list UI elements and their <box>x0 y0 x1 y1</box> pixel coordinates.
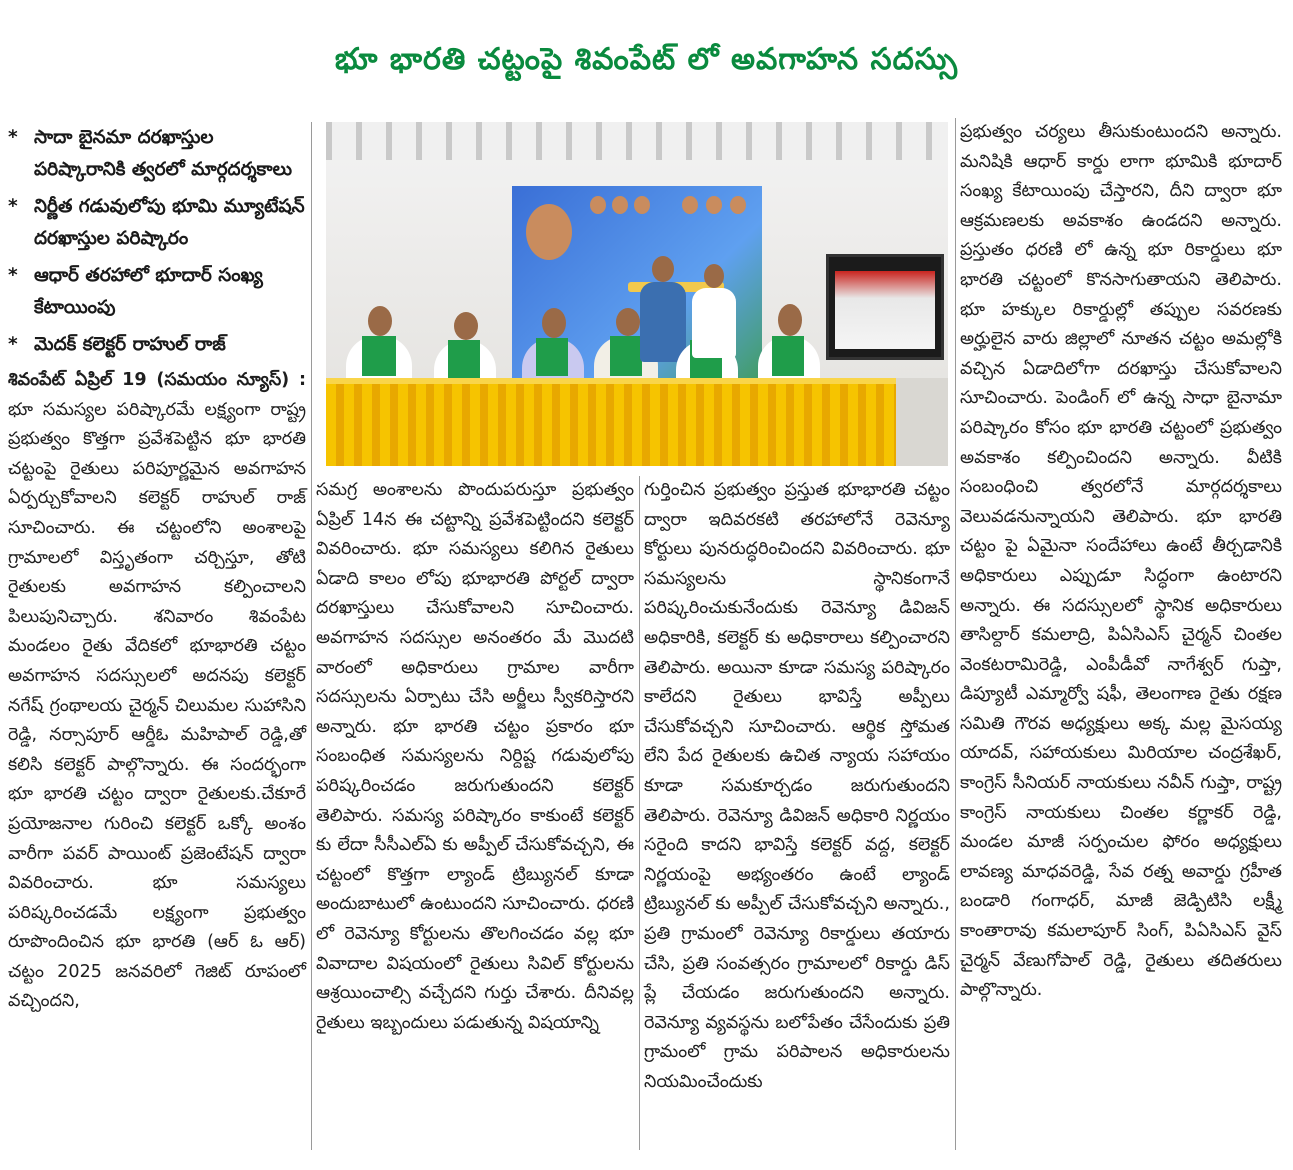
column-divider <box>639 476 640 1150</box>
article-column-4 <box>960 118 1282 1006</box>
hall-roof <box>326 122 948 160</box>
asterisk-icon: * <box>8 334 18 355</box>
asterisk-icon: * <box>8 265 18 286</box>
banner-portrait <box>730 196 746 214</box>
asterisk-icon: * <box>8 127 18 148</box>
green-shawl <box>772 336 804 376</box>
banner-portrait <box>682 196 698 214</box>
green-shawl <box>448 340 480 378</box>
column-divider <box>955 118 956 1150</box>
green-shawl <box>362 336 396 376</box>
yellow-table-cloth <box>326 384 896 466</box>
article-column-2 <box>316 476 634 1038</box>
person-head <box>616 308 640 336</box>
body-text: భూ సమస్యల పరిష్కారమే లక్ష్యంగా రాష్ట్ర ప్రభుత్వం కొత్తగా ప్రవేశపెట్టిన భూ భారతి చట్టంపై రైతులు పరిపూర్ణమైన అవగాహన ఏర్పర్చుకోవాలని కలెక్టర్ రాహుల్ రాజ్ సూచించారు. ఈ చట్టంలోని అంశాలపై గ్రామాలలో విస్తృతంగా చర్చిస్తూ, తోటి రైతులకు అవగాహన కల్పించాలని పిలుపునిచ్చారు. శనివారం శివంపేట మండలం రైతు వేదికలో భూభారతి చట్టం అవగాహన సదస్సులలో అదనపు కలెక్టర్ నగేష్ గ్రంథాలయ చైర్మన్ చిలుమల సుహాసిని రెడ్డి, నర్సాపూర్ ఆర్డీఓ మహిపాల్ రెడ్డి,తో కలిసి కలెక్టర్ పాల్గొన్నారు. ఈ సందర్భంగా భూ భారతి చట్టం ద్వారా రైతులకు.చేకూరే ప్రయోజనాల గురించి కలెక్టర్ ఒక్కో అంశం వారీగా పవర్ పాయింట్ ప్రజెంటేషన్ ద్వారా వివరించారు. భూ సమస్యలు పరిష్కరించడమే లక్ష్యంగా ప్రభుత్వం రూపొందించిన భూ భారతి (ఆర్ ఓ ఆర్) చట్టం 2025 జనవరిలో గెజిట్ రూపంలో వచ్చిందని, <box>8 399 306 1012</box>
green-shawl <box>610 336 642 376</box>
person-head <box>542 308 566 338</box>
column-divider <box>311 122 312 1150</box>
person-head <box>778 304 802 336</box>
banner-portrait <box>526 204 572 260</box>
person-head <box>368 306 392 336</box>
highlight-item: * సాదా బైనమా దరఖాస్తుల పరిష్కారానికి త్వరలో మార్గదర్శకాలు <box>8 122 306 186</box>
presentation-screen <box>826 254 944 360</box>
floor <box>896 378 948 466</box>
article-column-1 <box>8 122 306 1017</box>
highlight-item: * నిర్ణీత గడువులోపు భూమి మ్యూటేషన్ దరఖాస్తుల పరిష్కారం <box>8 191 306 255</box>
body-text: ప్రభుత్వం చర్యలు తీసుకుంటుందని అన్నారు. మనిషికి ఆధార్ కార్డు లాగా భూమికి భూదార్ సంఖ్య కేటాయింపు చేస్తారని, దీని ద్వారా భూ ఆక్రమణలకు అవకాశం ఉండదని అన్నారు. ప్రస్తుతం ధరణి లో ఉన్న భూ రికార్డులు భూ భారతి చట్టంలో కొనసాగుతాయని తెలిపారు. భూ హక్కుల రికార్డుల్లో తప్పుల సవరణకు అర్హులైన వారు జిల్లాలో నూతన చట్టం అమల్లోకి వచ్చిన ఏడాదిలోగా దరఖాస్తు చేసుకోవాలని సూచించారు. పెండింగ్ లో ఉన్న సాధా బైనామా పరిష్కారం కోసం భూ భారతి చట్టంలో ప్రభుత్వం అవకాశం కల్పించిందని అన్నారు. వీటికి సంబంధించి త్వరలోనే మార్గదర్శకాలు వెలువడనున్నాయని తెలిపారు. భూ భారతి చట్టం పై ఏమైనా సందేహాలు ఉంటే తీర్చడానికి అధికారులు ఎప్పుడూ సిద్ధంగా ఉంటారని అన్నారు. ఈ సదస్సులలో స్థానిక అధికారులు తాసిల్దార్ కమలాద్రి, పిఏసిఎస్ చైర్మన్ చింతల వెంకటరామిరెడ్డి, ఎంపీడీవో నాగేశ్వర్ గుప్తా, డిప్యూటీ ఎమ్మార్వో షఫీ, తెలంగాణ రైతు రక్షణ సమితి గౌరవ అధ్యక్షులు అక్క మల్ల మైసయ్య యాదవ్, సహాయకులు మిరియాల చంద్రశేఖర్, కాంగ్రెస్ సీనియర్ నాయకులు నవీన్ గుప్తా, రాష్ట్ర కాంగ్రెస్ నాయకులు చింతల కర్ణాకర్ రెడ్డి, మండల మాజీ సర్పంచుల ఫోరం అధ్యక్షులు లావణ్య మాధవరెడ్డి, సేవ రత్న అవార్డు గ్రహీత బండారి గంగాధర్, మాజీ జెడ్పిటిసి లక్ష్మీ కాంతారావు కమలాపూర్ సింగ్, పిఏసిఎస్ వైస్ చైర్మన్ వేణుగోపాల్ రెడ్డి, రైతులు తదితరులు పాల్గొన్నారు. <box>960 122 1282 1001</box>
person-head <box>454 312 478 340</box>
standing-person <box>692 288 736 358</box>
person-head <box>704 264 724 288</box>
standing-person <box>640 282 686 362</box>
body-text: గుర్తించిన ప్రభుత్వం ప్రస్తుత భూభారతి చట్టం ద్వారా ఇదివరకటి తరహాలోనే రెవెన్యూ కోర్టులు పునరుద్ధరించిందని వివరించారు. భూ సమస్యలను స్థానికంగానే పరిష్కరించుకునేందుకు రెవెన్యూ డివిజన్ అధికారికి, కలెక్టర్ కు అధికారాలు కల్పించారని తెలిపారు. అయినా కూడా సమస్య పరిష్కారం కాలేదని రైతులు భావిస్తే అప్పీలు చేసుకోవచ్చని సూచించారు. ఆర్థిక స్తోమత లేని పేద రైతులకు ఉచిత న్యాయ సహాయం కూడా సమకూర్చడం జరుగుతుందని తెలిపారు. రెవెన్యూ డివిజన్ అధికారి నిర్ణయం సరైంది కాదని భావిస్తే కలెక్టర్ వద్ద, కలెక్టర్ నిర్ణయంపై అభ్యంతరం ఉంటే ల్యాండ్ ట్రిబ్యునల్ కు అప్పీల్ చేసుకోవచ్చని అన్నారు., ప్రతి గ్రామంలో రెవెన్యూ రికార్డులు తయారు చేసి, ప్రతి సంవత్సరం గ్రామాలలో రికార్డు డిస్ ప్లే చేయడం జరుగుతుందని అన్నారు. రెవెన్యూ వ్యవస్థను బలోపేతం చేసేందుకు ప్రతి గ్రామంలో గ్రామ పరిపాలన అధికారులను నియమించేందుకు <box>644 480 950 1092</box>
banner-portrait <box>706 196 722 214</box>
dateline: శివంపేట్ ఏప్రిల్ 19 (సమయం న్యూస్) : <box>8 370 306 390</box>
highlight-list <box>8 122 306 361</box>
banner-portrait <box>612 196 628 214</box>
person-head <box>652 256 674 282</box>
green-shawl <box>536 338 568 376</box>
highlight-item: * ఆధార్ తరహాలో భూదార్ సంఖ్య కేటాయింపు <box>8 260 306 324</box>
body-text: సమగ్ర అంశాలను పొందుపరుస్తూ ప్రభుత్వం ఏప్రిల్ 14న ఈ చట్టాన్ని ప్రవేశపెట్టిందని కలెక్టర్ వివరించారు. భూ సమస్యలు కలిగిన రైతులు ఏడాది కాలం లోపు భూభారతి పోర్టల్ ద్వారా దరఖాస్తులు చేసుకోవాలని సూచించారు. అవగాహన సదస్సుల అనంతరం మే మొదటి వారంలో అధికారులు గ్రామాల వారీగా సదస్సులను ఏర్పాటు చేసి అర్జీలు స్వీకరిస్తారని అన్నారు. భూ భారతి చట్టం ప్రకారం భూ సంబంధిత సమస్యలను నిర్దిష్ట గడువులోపు పరిష్కరించడం జరుగుతుందని కలెక్టర్ తెలిపారు. సమస్య పరిష్కారం కాకుంటే కలెక్టర్ కు లేదా సీసీఎల్ఏ కు అప్పీల్ చేసుకోవచ్చని, ఈ చట్టంలో కొత్తగా ల్యాండ్ ట్రిబ్యునల్ కూడా అందుబాటులో ఉంటుందని సూచించారు. ధరణి లో రెవెన్యూ కోర్టులను తొలగించడం వల్ల భూ వివాదాల విషయంలో రైతులు సివిల్ కోర్టులను ఆశ్రయించాల్సి వచ్చేదని గుర్తు చేశారు. దీనివల్ల రైతులు ఇబ్బందులు పడుతున్న విషయాన్ని <box>316 480 634 1033</box>
paragraph <box>8 366 306 1017</box>
asterisk-icon: * <box>8 196 18 217</box>
headline: భూ భారతి చట్టంపై శివంపేట్ లో అవగాహన సదస్సు <box>334 42 959 77</box>
banner-portrait <box>634 196 650 214</box>
event-photo <box>326 122 948 466</box>
banner-portrait <box>590 196 606 214</box>
highlight-item: * మెదక్ కలెక్టర్ రాహుల్ రాజ్ <box>8 329 306 361</box>
article-column-3 <box>644 476 950 1097</box>
